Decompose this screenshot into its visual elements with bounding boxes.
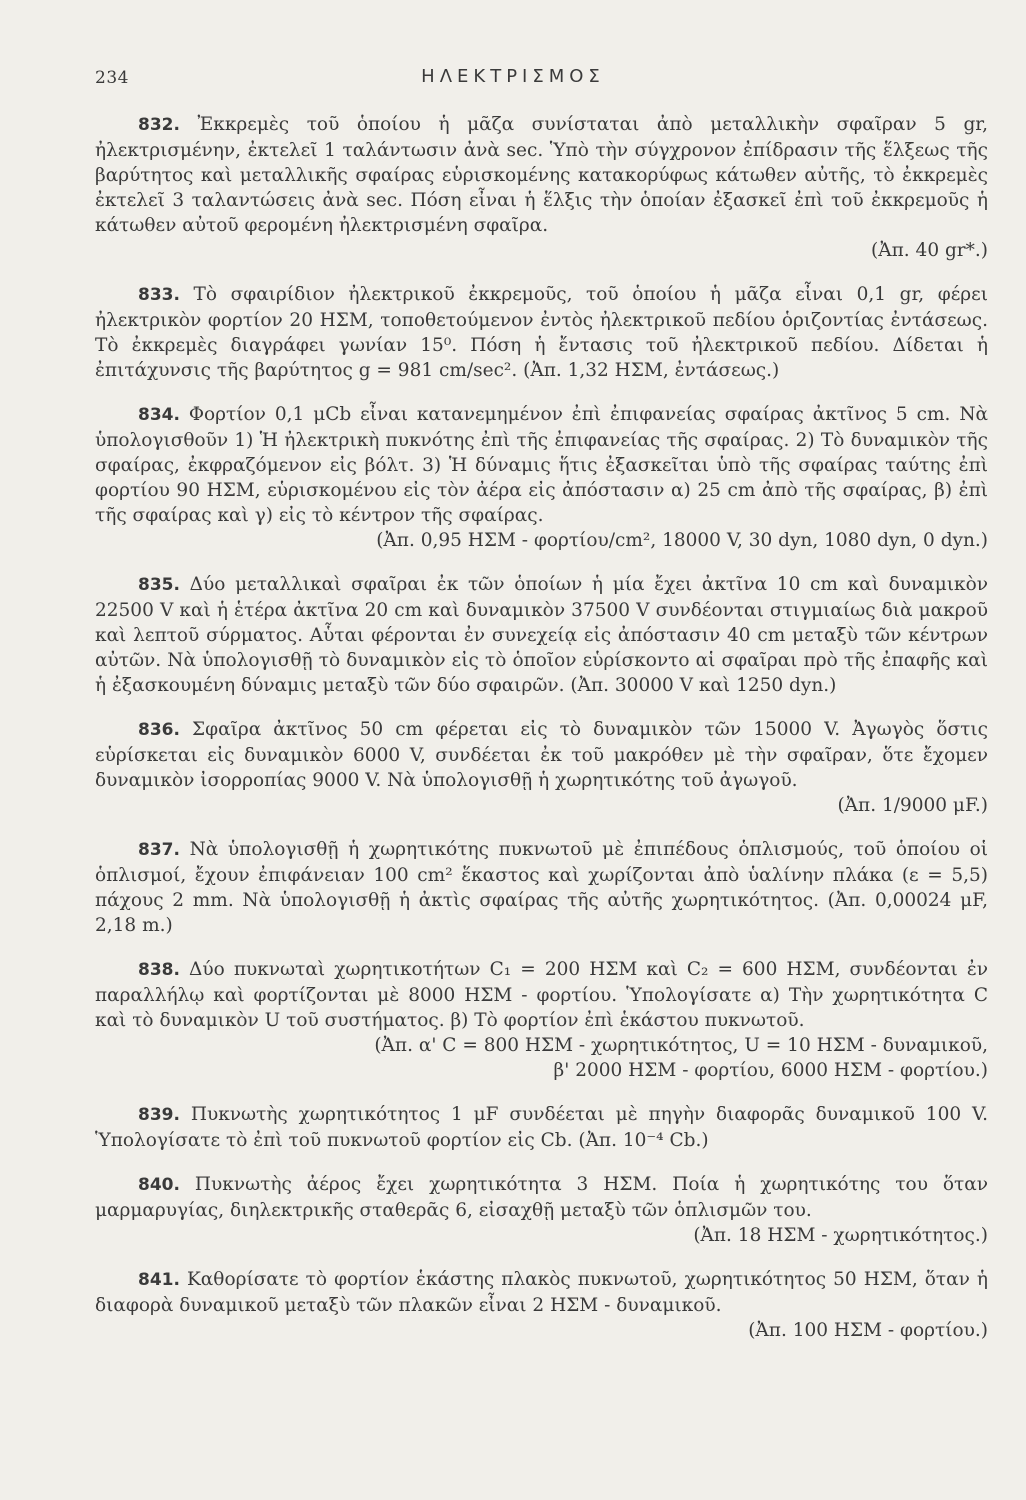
problem-text: Δύο πυκνωταὶ χωρητικοτήτων C₁ = 200 ΗΣΜ καὶ C₂ = 600 ΗΣΜ, συνδέονται ἐν παραλλήλῳ καὶ φορτίζονται μὲ 8000 ΗΣΜ - φορτίου. Ὑπολογίσατε α) Τὴν χωρητικότητα C καὶ τὸ δυναμικὸν U τοῦ συστήματος. β) Τὸ φορτίον ἐπὶ ἑκάστου πυκνωτοῦ. <box>95 959 988 1031</box>
problem-number: 840. <box>138 1175 180 1195</box>
problem-text: Νὰ ὑπολογισθῇ ἡ χωρητικότης πυκνωτοῦ μὲ ἐπιπέδους ὁπλισμούς, τοῦ ὁποίου οἱ ὁπλισμοί, ἔχουν ἐπιφάνειαν 100 cm² ἕκαστος καὶ χωρίζονται ἀπὸ ὑαλίνην πλάκα (ε = 5,5) πάχους 2 mm. Νὰ ὑπολογισθῇ ἡ ἀκτὶς σφαίρας τῆς αὐτῆς χωρητικότητος. (Ἀπ. 0,00024 μF, 2,18 m.) <box>95 839 988 936</box>
problem-number: 832. <box>138 115 180 135</box>
problem-number: 834. <box>138 405 180 425</box>
problem-answer <box>95 1223 988 1248</box>
problem-answer <box>95 793 988 818</box>
problem-839 <box>95 1102 988 1153</box>
problem-838 <box>95 957 988 1083</box>
problem-840 <box>95 1172 988 1248</box>
problem-833 <box>95 282 988 383</box>
answer-line: (Ἀπ. α' C = 800 ΗΣΜ - χωρητικότητος, U = 10 ΗΣΜ - δυναμικοῦ, <box>374 1035 988 1056</box>
problem-number: 836. <box>138 720 180 740</box>
page-number: 234 <box>95 68 129 88</box>
problem-answer <box>95 1318 988 1343</box>
problem-answer <box>95 1033 988 1083</box>
answer-line: (Ἀπ. 1/9000 μF.) <box>837 795 988 816</box>
problem-835 <box>95 572 988 698</box>
problem-number: 839. <box>138 1105 180 1125</box>
problem-text: Δύο μεταλλικαὶ σφαῖραι ἐκ τῶν ὁποίων ἡ μία ἔχει ἀκτῖνα 10 cm καὶ δυναμικὸν 22500 V καὶ ἡ ἑτέρα ἀκτῖνα 20 cm καὶ δυναμικὸν 37500 V συνδέονται στιγμιαίως διὰ μακροῦ καὶ λεπτοῦ σύρματος. Αὗται φέρονται ἐν συνεχείᾳ εἰς ἀπόστασιν 40 cm μεταξὺ τῶν κέντρων αὐτῶν. Νὰ ὑπολογισθῇ τὸ δυναμικὸν εἰς τὸ ὁποῖον εὑρίσκοντο αἱ σφαῖραι πρὸ τῆς ἐπαφῆς καὶ ἡ ἐξασκουμένη δύναμις μεταξὺ τῶν δύο σφαιρῶν. (Ἀπ. 30000 V καὶ 1250 dyn.) <box>95 574 988 696</box>
problem-number: 841. <box>138 1270 180 1290</box>
problem-text: Καθορίσατε τὸ φορτίον ἑκάστης πλακὸς πυκνωτοῦ, χωρητικότητος 50 ΗΣΜ, ὅταν ἡ διαφορὰ δυναμικοῦ μεταξὺ τῶν πλακῶν εἶναι 2 ΗΣΜ - δυναμικοῦ. <box>95 1269 988 1316</box>
problem-answer <box>95 528 988 553</box>
problem-837 <box>95 837 988 938</box>
problem-text: Πυκνωτὴς ἀέρος ἔχει χωρητικότητα 3 ΗΣΜ. Ποία ἡ χωρητικότης του ὅταν μαρμαρυγίας, διηλεκτρικῆς σταθερᾶς 6, εἰσαχθῇ μεταξὺ τῶν ὁπλισμῶν του. <box>95 1174 988 1221</box>
problem-text: Σφαῖρα ἀκτῖνος 50 cm φέρεται εἰς τὸ δυναμικὸν τῶν 15000 V. Ἀγωγὸς ὅστις εὑρίσκεται εἰς δυναμικὸν 6000 V, συνδέεται ἐκ τοῦ μακρόθεν μὲ τὴν σφαῖραν, ὅτε ἔχομεν δυναμικὸν ἰσορροπίας 9000 V. Νὰ ὑπολογισθῇ ἡ χωρητικότης τοῦ ἀγωγοῦ. <box>95 719 988 791</box>
answer-line: (Ἀπ. 18 ΗΣΜ - χωρητικότητος.) <box>693 1225 988 1246</box>
problem-number: 837. <box>138 840 180 860</box>
answer-line: β' 2000 ΗΣΜ - φορτίου, 6000 ΗΣΜ - φορτίου.) <box>553 1060 988 1081</box>
problem-number: 833. <box>138 285 180 305</box>
problem-text: Τὸ σφαιρίδιον ἠλεκτρικοῦ ἐκκρεμοῦς, τοῦ ὁποίου ἡ μᾶζα εἶναι 0,1 gr, φέρει ἠλεκτρικὸν φορτίον 20 ΗΣΜ, τοποθετούμενον ἐντὸς ἠλεκτρικοῦ πεδίου ὁριζοντίας ἐντάσεως. Τὸ ἐκκρεμὲς διαγράφει γωνίαν 15⁰. Πόση ἡ ἔντασις τοῦ ἠλεκτρικοῦ πεδίου. Δίδεται ἡ ἐπιτάχυνσις τῆς βαρύτητος g = 981 cm/sec². (Ἀπ. 1,32 ΗΣΜ, ἐντάσεως.) <box>95 284 988 381</box>
page-header <box>0 62 1026 92</box>
problem-number: 838. <box>138 960 180 980</box>
problem-list <box>95 112 988 1343</box>
problem-text: Ἐκκρεμὲς τοῦ ὁποίου ἡ μᾶζα συνίσταται ἀπὸ μεταλλικὴν σφαῖραν 5 gr, ἠλεκτρισμένην, ἐκτελεῖ 1 ταλάντωσιν ἀνὰ sec. Ὑπὸ τὴν σύγχρονον ἐπίδρασιν τῆς ἕλξεως τῆς βαρύτητος καὶ μεταλλικῆς σφαίρας εὑρισκομένης κατακορύφως κάτωθεν αὐτῆς, τὸ ἐκκρεμὲς ἐκτελεῖ 3 ταλαντώσεις ἀνὰ sec. Πόση εἶναι ἡ ἕλξις τὴν ὁποίαν ἐξασκεῖ ἐπὶ τοῦ ἐκκρεμοῦς ἡ κάτωθεν αὐτοῦ φερομένη ἠλεκτρισμένη σφαῖρα. <box>95 114 988 236</box>
problem-text: Φορτίον 0,1 μCb εἶναι κατανεμημένον ἐπὶ ἐπιφανείας σφαίρας ἀκτῖνος 5 cm. Νὰ ὑπολογισθοῦν 1) Ἡ ἠλεκτρικὴ πυκνότης ἐπὶ τῆς ἐπιφανείας τῆς σφαίρας. 2) Τὸ δυναμικὸν τῆς σφαίρας, ἐκφραζόμενον εἰς βόλτ. 3) Ἡ δύναμις ἥτις ἐξασκεῖται ὑπὸ τῆς σφαίρας ταύτης ἐπὶ φορτίου 90 ΗΣΜ, εὑρισκομένου εἰς τὸν ἀέρα εἰς ἀπόστασιν α) 25 cm ἀπὸ τῆς σφαίρας, β) ἐπὶ τῆς σφαίρας καὶ γ) εἰς τὸ κέντρον τῆς σφαίρας. <box>95 404 988 526</box>
answer-line: (Ἀπ. 0,95 ΗΣΜ - φορτίου/cm², 18000 V, 30 dyn, 1080 dyn, 0 dyn.) <box>376 530 988 551</box>
problem-834 <box>95 402 988 553</box>
problem-836 <box>95 717 988 818</box>
answer-line: (Ἀπ. 100 ΗΣΜ - φορτίου.) <box>748 1320 988 1341</box>
problem-answer <box>95 238 988 263</box>
problem-number: 835. <box>138 575 180 595</box>
problem-832 <box>95 112 988 263</box>
problem-841 <box>95 1267 988 1343</box>
answer-line: (Ἀπ. 40 gr*.) <box>871 240 988 261</box>
problem-text: Πυκνωτὴς χωρητικότητος 1 μF συνδέεται μὲ πηγὴν διαφορᾶς δυναμικοῦ 100 V. Ὑπολογίσατε τὸ ἐπὶ τοῦ πυκνωτοῦ φορτίον εἰς Cb. (Ἀπ. 10⁻⁴ Cb.) <box>95 1104 988 1151</box>
running-title: ΗΛΕΚΤΡΙΣΜΟΣ <box>421 66 605 87</box>
